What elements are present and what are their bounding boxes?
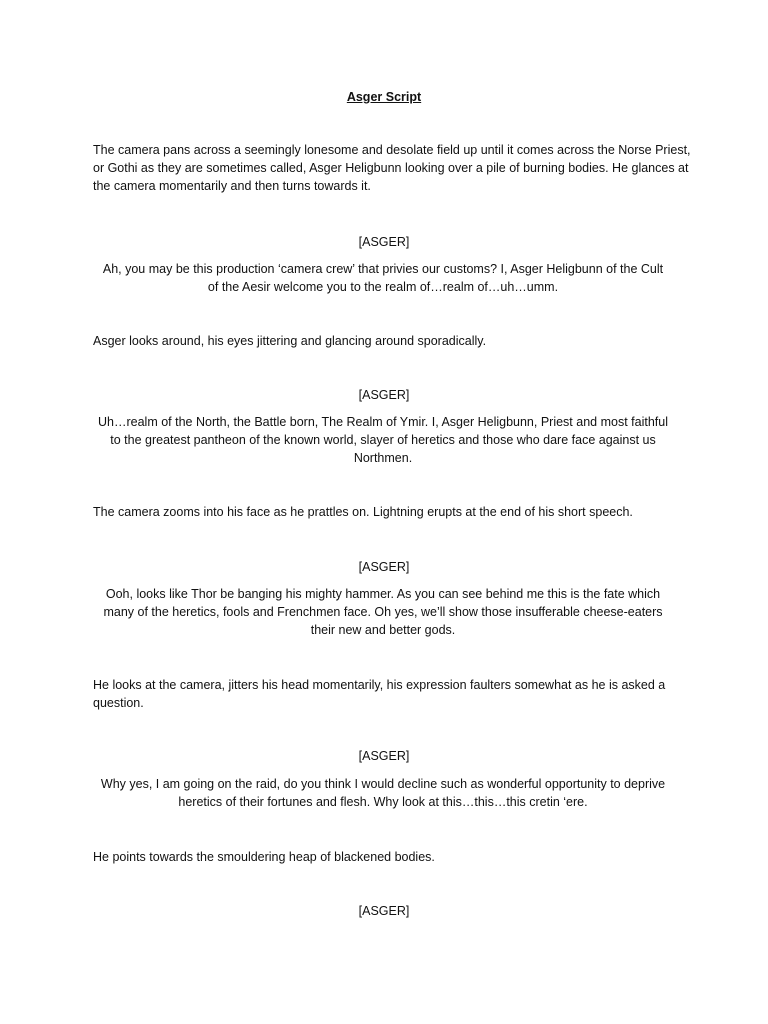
action-paragraph: He points towards the smouldering heap of blackened bodies. xyxy=(93,850,435,864)
dialogue-paragraph: Ooh, looks like Thor be banging his mighty hammer. As you can see behind me this is the fate which many of the heretics, fools and Frenchmen face. Oh yes, we’ll show those insufferable cheese-eaters their new and better gods. xyxy=(103,587,663,637)
character-cue: [ASGER] xyxy=(358,904,410,918)
action-paragraph: Asger looks around, his eyes jittering and glancing around sporadically. xyxy=(93,334,487,348)
action-paragraph: The camera zooms into his face as he prattles on. Lightning erupts at the end of his short speech. xyxy=(93,505,633,519)
action-paragraph: He looks at the camera, jitters his head momentarily, his expression faulters somewhat as he is asked a question. xyxy=(93,678,666,710)
character-cue: [ASGER] xyxy=(358,388,410,402)
dialogue-paragraph: Uh…realm of the North, the Battle born, The Realm of Ymir. I, Asger Heligbunn, Priest and most faithful to the greatest pantheon of the known world, slayer of heretics and those who dare face against us Northmen. xyxy=(98,415,668,465)
character-cue: [ASGER] xyxy=(358,749,410,763)
character-cue: [ASGER] xyxy=(358,235,410,249)
character-cue: [ASGER] xyxy=(358,560,410,574)
document-title: Asger Script xyxy=(346,90,422,104)
action-paragraph: The camera pans across a seemingly lonesome and desolate field up until it comes across the Norse Priest, or Gothi as they are sometimes called, Asger Heligbunn looking over a pile of burning bodies. He glances at the camera momentarily and then turns towards it. xyxy=(93,143,691,193)
dialogue-paragraph: Why yes, I am going on the raid, do you think I would decline such as wonderful opportunity to deprive heretics of their fortunes and flesh. Why look at this…this…this cretin ‘ere. xyxy=(100,777,666,809)
dialogue-paragraph: Ah, you may be this production ‘camera crew’ that privies our customs? I, Asger Heligbunn of the Cult of the Aesir welcome you to the realm of…realm of…uh…umm. xyxy=(102,262,664,294)
